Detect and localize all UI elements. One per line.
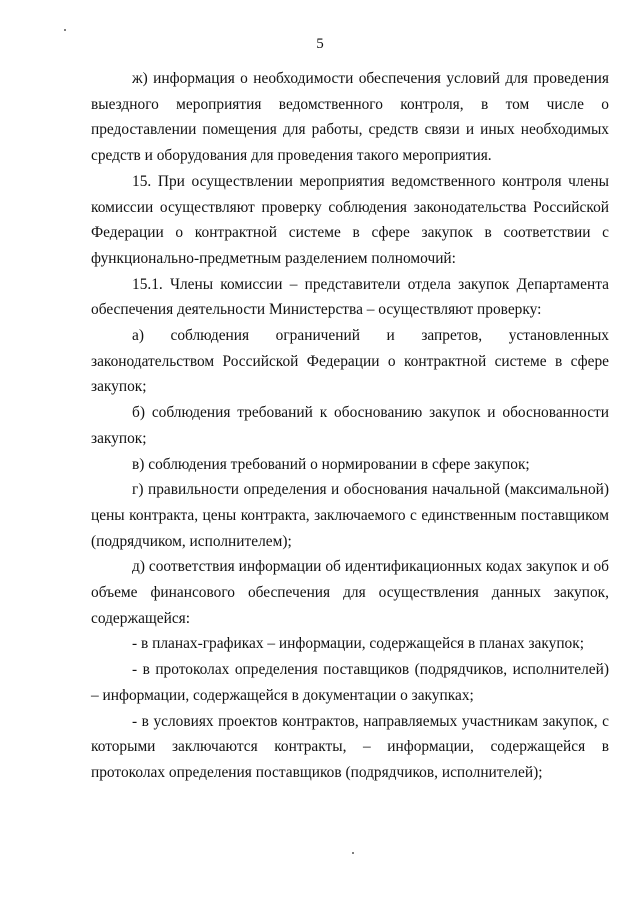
scan-speck [352,852,354,854]
paragraph-zh: ж) информация о необходимости обеспечения условий для проведения выездного мероприятия ведомственного контроля, в том числе о предоставлении помещения для работы, средств связи и иных необходимых средств и оборудования для проведения такого мероприятия. [91,70,609,165]
paragraph-15: 15. При осуществлении мероприятия ведомственного контроля члены комиссии осуществляют проверку соблюдения законодательства Российской Федерации о контрактной системе в сфере закупок в соответствии с функционально-предметным разделением полномочий: [91,172,609,267]
page-number: 5 [316,36,324,52]
paragraph-g: г) правильности определения и обоснования начальной (максимальной) цены контракта, цены контракта, заключаемого с единственным поставщиком (подрядчиком, исполнителем); [91,481,609,550]
scan-speck [64,29,66,31]
paragraph-a: а) соблюдения ограничений и запретов, установленных законодательством Российской Федерации о контрактной системе в сфере закупок; [91,327,609,396]
list-item-plans: - в планах-графиках – информации, содержащейся в планах закупок; [132,635,585,653]
paragraph-v: в) соблюдения требований о нормировании в сфере закупок; [132,455,530,473]
document-body [91,66,609,786]
list-item-contracts: - в условиях проектов контрактов, направляемых участникам закупок, с которыми заключаются контракты, – информации, содержащейся в протоколах определения поставщиков (подрядчиков, исполнителей); [91,712,609,781]
list-item-protocols: - в протоколах определения поставщиков (подрядчиков, исполнителей) – информации, содержащейся в документации о закупках; [91,661,609,704]
paragraph-b: б) соблюдения требований к обоснованию закупок и обоснованности закупок; [91,404,609,447]
paragraph-15-1: 15.1. Члены комиссии – представители отдела закупок Департамента обеспечения деятельности Министерства – осуществляют проверку: [91,275,609,319]
paragraph-d: д) соответствия информации об идентификационных кодах закупок и об объеме финансового обеспечения для осуществления данных закупок, содержащейся: [91,558,609,627]
